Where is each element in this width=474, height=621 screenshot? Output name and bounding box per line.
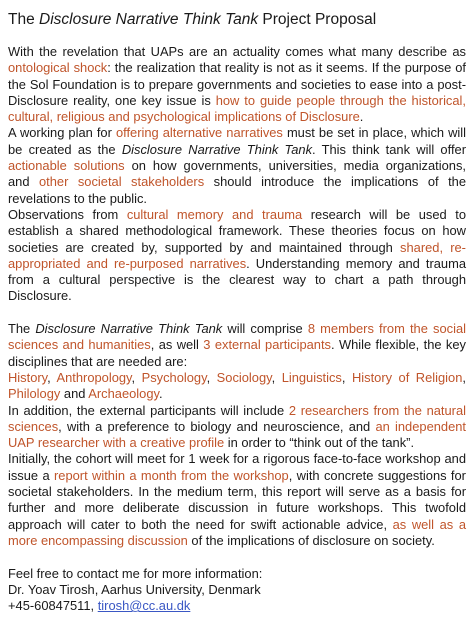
text-span: Initially, the cohort will meet for 1 week for a rigorous face-to-face workshop and issue a [8,451,466,483]
document-title [8,10,466,30]
text-span: , with concrete suggestions for societal stakeholders. In the medium term, this report will serve as a basis for further and more deliberate discussion in future workshops. This twofold approach will cater to both the need for swift actionable advice, [8,467,466,532]
discipline-item: Philology [8,386,61,402]
highlight-report: report within a month from the workshop [54,467,289,483]
text-span: research will be used to establish a shared methodological framework. These theories focus on how societies are created by, supported by and maintained through [8,206,466,255]
highlight-natural-sciences: 2 researchers from the natural sciences [8,402,466,434]
text-span: on how governments, universities, media organizations, and [8,158,466,190]
text-span: in order to “think out of the tank”. [224,435,415,451]
discipline-item: Anthropology [56,369,132,385]
separator: , [206,369,217,385]
text-span: With the revelation that UAPs are an actuality comes what many describe as [8,44,466,59]
highlight-ontological-shock: ontological shock [8,60,108,76]
text-span: will comprise [222,321,308,337]
text-span: must be set in place, which will be created as the [8,125,467,157]
text-span: should introduce the implications of the revelations to the public. [8,174,467,206]
text-span: . [359,109,364,125]
text-span: The [8,321,36,337]
separator: and [60,386,89,402]
paragraph-workshop [8,451,466,549]
paragraph-ontological-shock [8,44,466,125]
text-span: of the implications of disclosure on society. [187,532,435,548]
think-tank-name: Disclosure Narrative Think Tank [35,321,223,337]
title-prefix: The [8,11,40,28]
discipline-item: Sociology [216,369,272,385]
text-span: A working plan for [8,125,116,141]
highlight-alternative-narratives: offering alternative narratives [115,125,283,141]
highlight-external-participants: 3 external participants [203,337,331,353]
text-span: : the realization that reality is not as it seems. If the purpose of the Sol Foundation is to prepare governments and societies to ease into a post-Disclosure reality, one key issue is [8,60,466,108]
paragraph-working-plan [8,125,466,206]
paragraph-external-participants [8,403,466,452]
text-span: In addition, the external participants will include [8,402,289,418]
highlight-stakeholders: other societal stakeholders [39,174,205,190]
separator: , [47,369,57,385]
highlight-members: 8 members from the social sciences and humanities [8,321,466,353]
title-think-tank-name: Disclosure Narrative Think Tank [39,11,259,28]
text-span: Observations from [8,206,127,222]
paragraph-spacer [8,305,466,321]
separator: . [158,386,163,402]
text-span: . This think tank will offer [312,141,466,157]
highlight-uap-researcher: an independent UAP researcher with a creative profile [8,418,466,451]
disciplines-list [8,370,466,403]
highlight-key-issue: how to guide people through the historical, cultural, religious and psychological implications of Disclosure [8,92,466,125]
discipline-item: History of Religion [351,369,463,385]
discipline-item: Archaeology [88,386,159,402]
text-span: , as well [150,337,204,353]
discipline-item: Psychology [141,369,207,385]
contact-phone: +45-60847511, [8,598,98,614]
separator: , [341,369,352,385]
paragraph-spacer [8,549,466,565]
separator: , [462,369,466,385]
discipline-item: Linguistics [281,369,342,385]
discipline-item: History [8,369,48,385]
separator: , [271,369,282,385]
paragraph-observations [8,207,466,305]
text-span: . Understanding memory and trauma from a cultural perspective is the clearest way to chart a path through Disclosure. [8,255,466,304]
paragraph-composition [8,321,466,370]
think-tank-name: Disclosure Narrative Think Tank [121,141,313,157]
highlight-actionable-solutions: actionable solutions [8,158,125,174]
highlight-cultural-memory: cultural memory and trauma [126,206,303,222]
text-span: , with a preference to biology and neuroscience, and [58,418,376,434]
contact-intro: Feel free to contact me for more information: [8,565,263,581]
highlight-narratives: shared, re-appropriated and re-purposed narratives [8,239,466,271]
text-span: . While flexible, the key disciplines that are needed are: [8,337,466,369]
contact-email-link[interactable]: tirosh@cc.au.dk [97,598,191,614]
title-suffix: Project Proposal [258,11,377,28]
highlight-discussion: as well as a more encompassing discussion [8,516,466,548]
separator: , [131,369,142,385]
contact-details [8,598,466,614]
contact-name: Dr. Yoav Tirosh, Aarhus University, Denmark [8,581,261,597]
